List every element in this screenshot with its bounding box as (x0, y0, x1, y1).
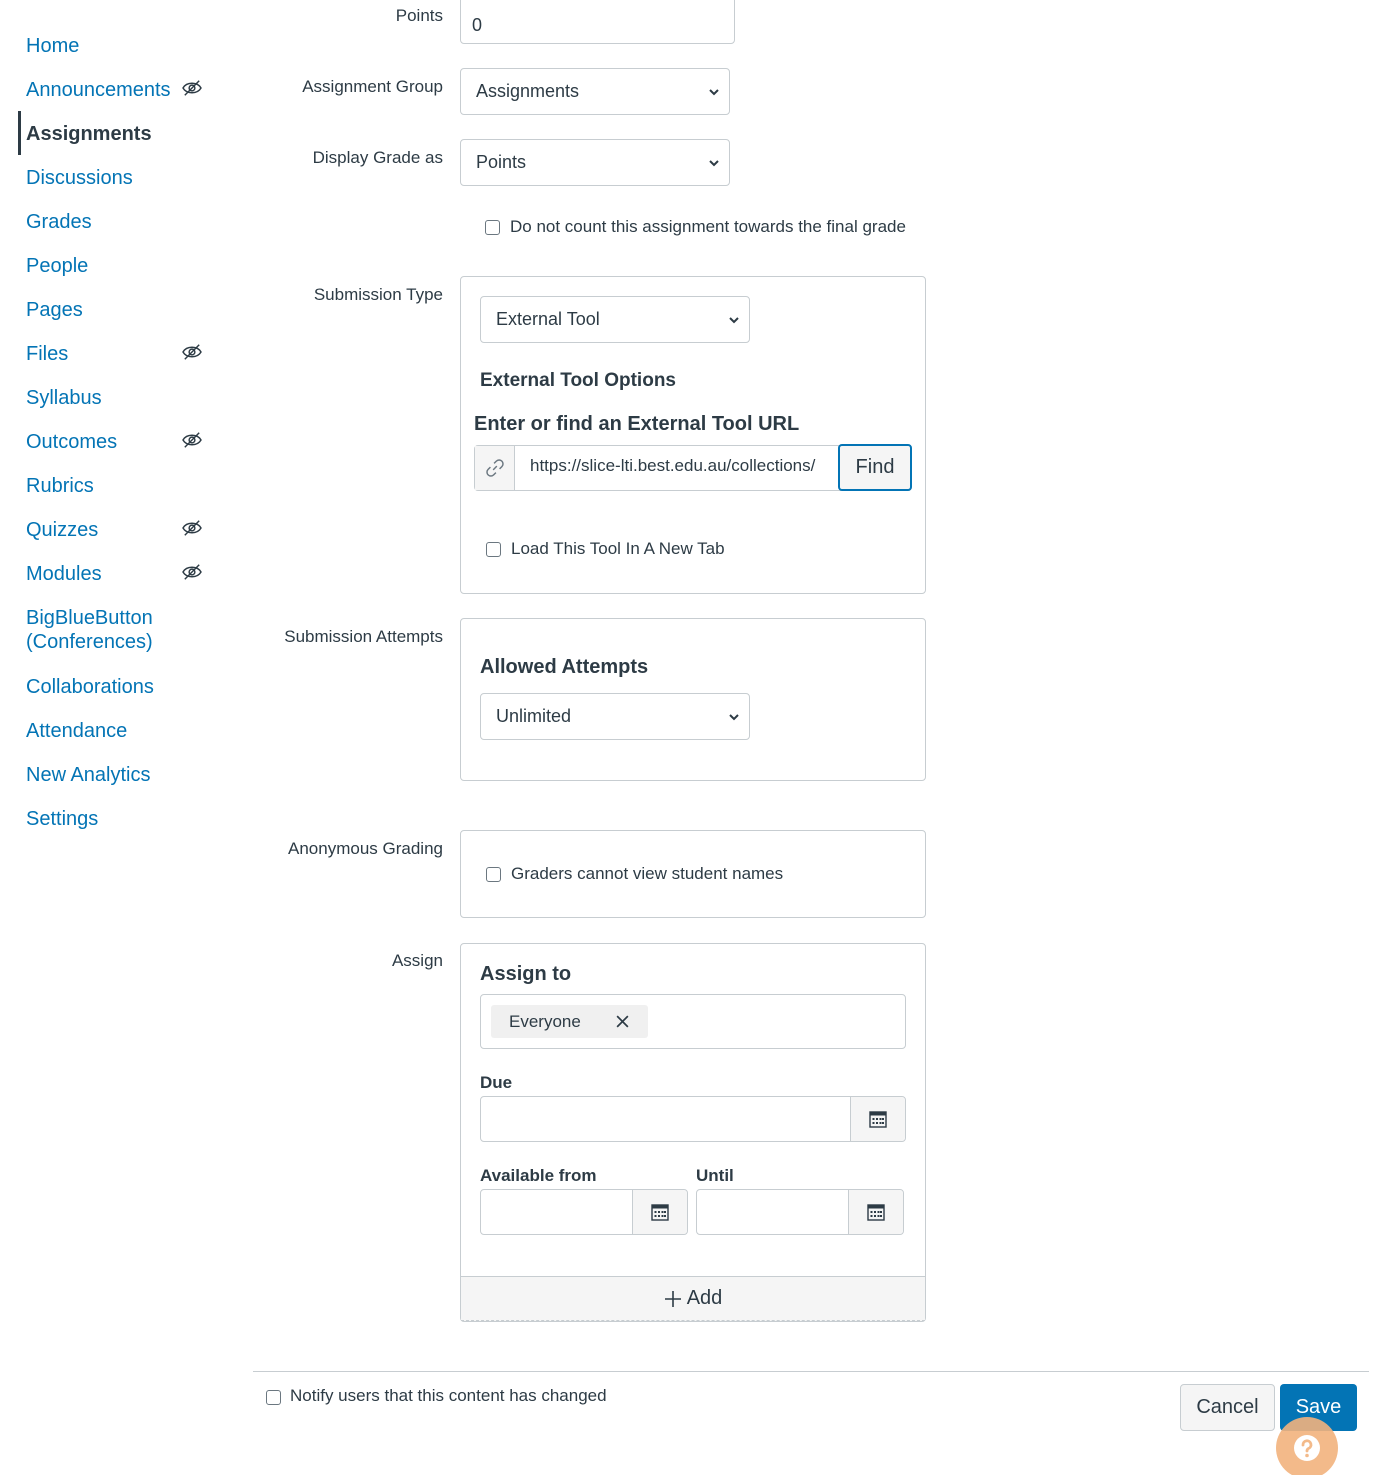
assign-label: Assign (391, 951, 443, 970)
nav-collaborations[interactable]: Collaborations (26, 676, 154, 698)
external-tool-url-input[interactable]: https://slice-lti.best.edu.au/collections/ (530, 456, 816, 475)
link-icon (484, 457, 506, 479)
nav-pages[interactable]: Pages (26, 299, 83, 321)
active-indicator (18, 111, 21, 155)
nav-attendance[interactable]: Attendance (26, 720, 128, 742)
nav-bigbluebutton-line2: (Conferences) (26, 631, 153, 653)
eye-slash-icon (181, 79, 203, 97)
nav-syllabus[interactable]: Syllabus (26, 387, 102, 409)
eye-slash-icon (181, 343, 203, 361)
display-grade-select[interactable] (460, 139, 730, 186)
eye-slash-icon (181, 519, 203, 537)
assignee-tag-label: Everyone (509, 1011, 581, 1031)
nav-announcements[interactable]: Announcements (26, 79, 171, 101)
plus-icon (664, 1290, 682, 1308)
chevron-down-icon (729, 315, 739, 325)
add-label: Add (686, 1287, 723, 1309)
nav-quizzes[interactable]: Quizzes (26, 519, 99, 541)
find-button[interactable]: Find (838, 444, 912, 491)
help-icon (1293, 1434, 1321, 1462)
nav-assignments[interactable]: Assignments (26, 123, 152, 145)
external-tool-options-heading: External Tool Options (480, 370, 676, 391)
notify-label: Notify users that this content has changed (290, 1386, 607, 1405)
allowed-attempts-select[interactable] (480, 693, 750, 740)
notify-checkbox[interactable] (266, 1390, 281, 1405)
chevron-down-icon (709, 87, 719, 97)
link-icon-container (475, 446, 515, 490)
calendar-icon (869, 1110, 887, 1128)
nav-modules[interactable]: Modules (26, 563, 102, 585)
due-date-input[interactable] (480, 1096, 906, 1142)
footer-divider (253, 1371, 1369, 1372)
nav-bigbluebutton-line1: BigBlueButton (26, 607, 153, 629)
add-assignment-override-button[interactable] (461, 1276, 925, 1321)
nav-outcomes[interactable]: Outcomes (26, 431, 118, 453)
chevron-down-icon (709, 158, 719, 168)
save-button[interactable]: Save (1280, 1384, 1357, 1431)
due-calendar-button[interactable] (850, 1097, 905, 1141)
assignment-group-select[interactable] (460, 68, 730, 115)
help-button[interactable] (1276, 1417, 1338, 1475)
points-label: Points (395, 6, 443, 25)
new-tab-checkbox[interactable] (486, 542, 501, 557)
eye-slash-icon (181, 563, 203, 581)
available-from-calendar-button[interactable] (632, 1190, 687, 1234)
allowed-attempts-heading: Allowed Attempts (480, 656, 649, 678)
nav-bigbluebutton[interactable] (26, 606, 153, 654)
assignment-group-value: Assignments (476, 81, 580, 101)
anonymous-grading-checkbox[interactable] (486, 867, 501, 882)
anonymous-grading-option-label: Graders cannot view student names (511, 864, 784, 883)
eye-slash-icon (181, 431, 203, 449)
submission-type-select[interactable] (480, 296, 750, 343)
allowed-attempts-value: Unlimited (496, 706, 572, 726)
due-label: Due (480, 1073, 513, 1092)
nav-files[interactable]: Files (26, 343, 69, 365)
nav-people[interactable]: People (26, 255, 89, 277)
assign-to-heading: Assign to (480, 963, 572, 985)
calendar-icon (651, 1203, 669, 1221)
points-input[interactable] (460, 0, 735, 44)
nav-home[interactable]: Home (26, 35, 80, 57)
submission-type-label: Submission Type (313, 285, 443, 304)
external-tool-url-heading: Enter or find an External Tool URL (474, 413, 800, 435)
submission-type-value: External Tool (496, 309, 600, 329)
nav-new-analytics[interactable]: New Analytics (26, 764, 151, 786)
display-grade-label: Display Grade as (312, 148, 443, 167)
nav-settings[interactable]: Settings (26, 808, 99, 830)
cancel-button[interactable]: Cancel (1180, 1384, 1275, 1431)
new-tab-label: Load This Tool In A New Tab (511, 539, 725, 558)
available-from-label: Available from (480, 1166, 597, 1185)
nav-discussions[interactable]: Discussions (26, 167, 133, 189)
nav-grades[interactable]: Grades (26, 211, 92, 233)
nav-rubrics[interactable]: Rubrics (26, 475, 94, 497)
anonymous-grading-label: Anonymous Grading (288, 839, 443, 858)
not-count-label: Do not count this assignment towards the final grade (510, 217, 906, 236)
until-calendar-button[interactable] (848, 1190, 903, 1234)
calendar-icon (867, 1203, 885, 1221)
points-value: 0 (472, 15, 483, 35)
assignment-group-label: Assignment Group (302, 77, 443, 96)
not-count-checkbox[interactable] (485, 220, 500, 235)
until-label: Until (696, 1166, 734, 1185)
close-icon[interactable] (615, 1014, 630, 1029)
submission-attempts-label: Submission Attempts (284, 627, 443, 646)
chevron-down-icon (729, 712, 739, 722)
display-grade-value: Points (476, 152, 527, 172)
